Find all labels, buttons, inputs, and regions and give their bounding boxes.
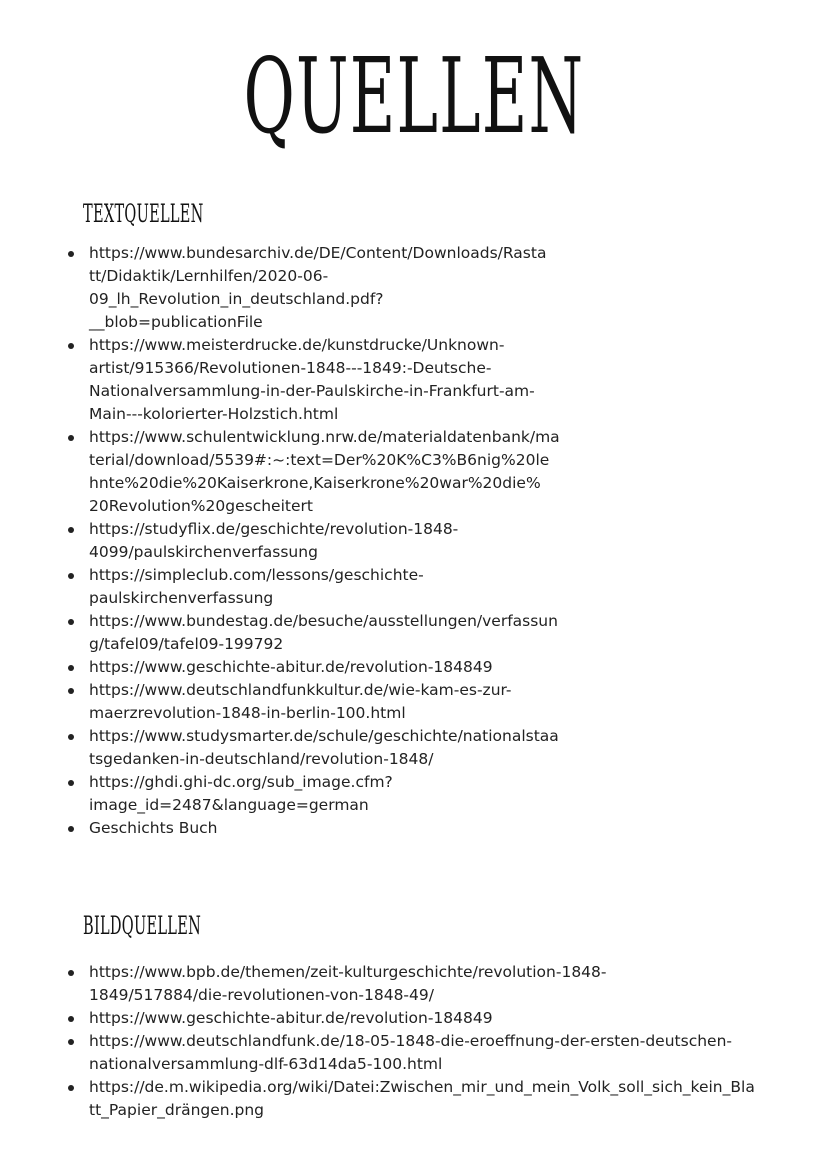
- source-line: https://www.deutschlandfunk.de/18-05-1848-die-eroeffnung-der-ersten-deutschen-: [89, 1032, 732, 1050]
- source-line: 09_lh_Revolution_in_deutschland.pdf?: [89, 290, 384, 308]
- source-line: paulskirchenverfassung: [89, 589, 274, 607]
- textquellen-list: [89, 242, 559, 840]
- source-line: https://simpleclub.com/lessons/geschichte-: [89, 566, 424, 584]
- source-line: https://studyflix.de/geschichte/revolution-1848-: [89, 520, 459, 538]
- page-title: QUELLEN: [243, 35, 585, 157]
- source-line: Nationalversammlung-in-der-Paulskirche-in-Frankfurt-am-: [89, 382, 535, 400]
- source-line: terial/download/5539#:~:text=Der%20K%C3%B6nig%20le: [89, 451, 550, 469]
- source-line: hnte%20die%20Kaiserkrone,Kaiserkrone%20war%20die%: [89, 474, 541, 492]
- source-list-item: [89, 610, 559, 656]
- source-line: g/tafel09/tafel09-199792: [89, 635, 284, 653]
- bildquellen-heading: BILDQUELLEN: [83, 911, 202, 940]
- source-list-item: [89, 242, 559, 334]
- source-list-item: [89, 725, 559, 771]
- source-line: Main---kolorierter-Holzstich.html: [89, 405, 339, 423]
- source-list-item: [89, 1076, 755, 1122]
- source-list-item: [89, 771, 559, 817]
- source-list-item: [89, 656, 559, 679]
- source-line: https://ghdi.ghi-dc.org/sub_image.cfm?: [89, 773, 393, 791]
- source-list-item: [89, 679, 559, 725]
- source-line: nationalversammlung-dlf-63d14da5-100.html: [89, 1055, 443, 1073]
- source-line: https://www.deutschlandfunkkultur.de/wie-kam-es-zur-: [89, 681, 512, 699]
- source-list-item: [89, 564, 559, 610]
- source-line: https://www.geschichte-abitur.de/revolution-184849: [89, 1009, 493, 1027]
- source-line: artist/915366/Revolutionen-1848---1849:-Deutsche-: [89, 359, 492, 377]
- source-line: Geschichts Buch: [89, 819, 218, 837]
- source-line: https://www.bundestag.de/besuche/ausstellungen/verfassun: [89, 612, 558, 630]
- source-list-item: [89, 1007, 749, 1030]
- source-list-item: [89, 334, 559, 426]
- source-list-item: [89, 1030, 749, 1076]
- source-line: tsgedanken-in-deutschland/revolution-1848/: [89, 750, 434, 768]
- source-line: tt/Didaktik/Lernhilfen/2020-06-: [89, 267, 329, 285]
- source-line: https://www.bundesarchiv.de/DE/Content/Downloads/Rasta: [89, 244, 547, 262]
- source-line: https://www.schulentwicklung.nrw.de/materialdatenbank/ma: [89, 428, 560, 446]
- source-line: https://www.studysmarter.de/schule/geschichte/nationalstaa: [89, 727, 559, 745]
- source-line: https://www.geschichte-abitur.de/revolution-184849: [89, 658, 493, 676]
- source-line: https://de.m.wikipedia.org/wiki/Datei:Zwischen_mir_und_mein_Volk_soll_sich_kein_Bla: [89, 1078, 755, 1096]
- source-line: tt_Papier_drängen.png: [89, 1101, 265, 1119]
- bildquellen-list: [89, 961, 755, 1122]
- source-line: image_id=2487&language=german: [89, 796, 369, 814]
- source-line: 20Revolution%20gescheitert: [89, 497, 313, 515]
- source-line: https://www.bpb.de/themen/zeit-kulturgeschichte/revolution-1848-: [89, 963, 607, 981]
- source-line: __blob=publicationFile: [89, 313, 263, 331]
- source-list-item: [89, 817, 559, 840]
- source-list-item: [89, 426, 559, 518]
- source-line: 4099/paulskirchenverfassung: [89, 543, 318, 561]
- textquellen-heading: TEXTQUELLEN: [83, 199, 204, 228]
- source-line: https://www.meisterdrucke.de/kunstdrucke/Unknown-: [89, 336, 505, 354]
- source-line: maerzrevolution-1848-in-berlin-100.html: [89, 704, 406, 722]
- source-list-item: [89, 961, 749, 1007]
- source-line: 1849/517884/die-revolutionen-von-1848-49/: [89, 986, 434, 1004]
- source-list-item: [89, 518, 559, 564]
